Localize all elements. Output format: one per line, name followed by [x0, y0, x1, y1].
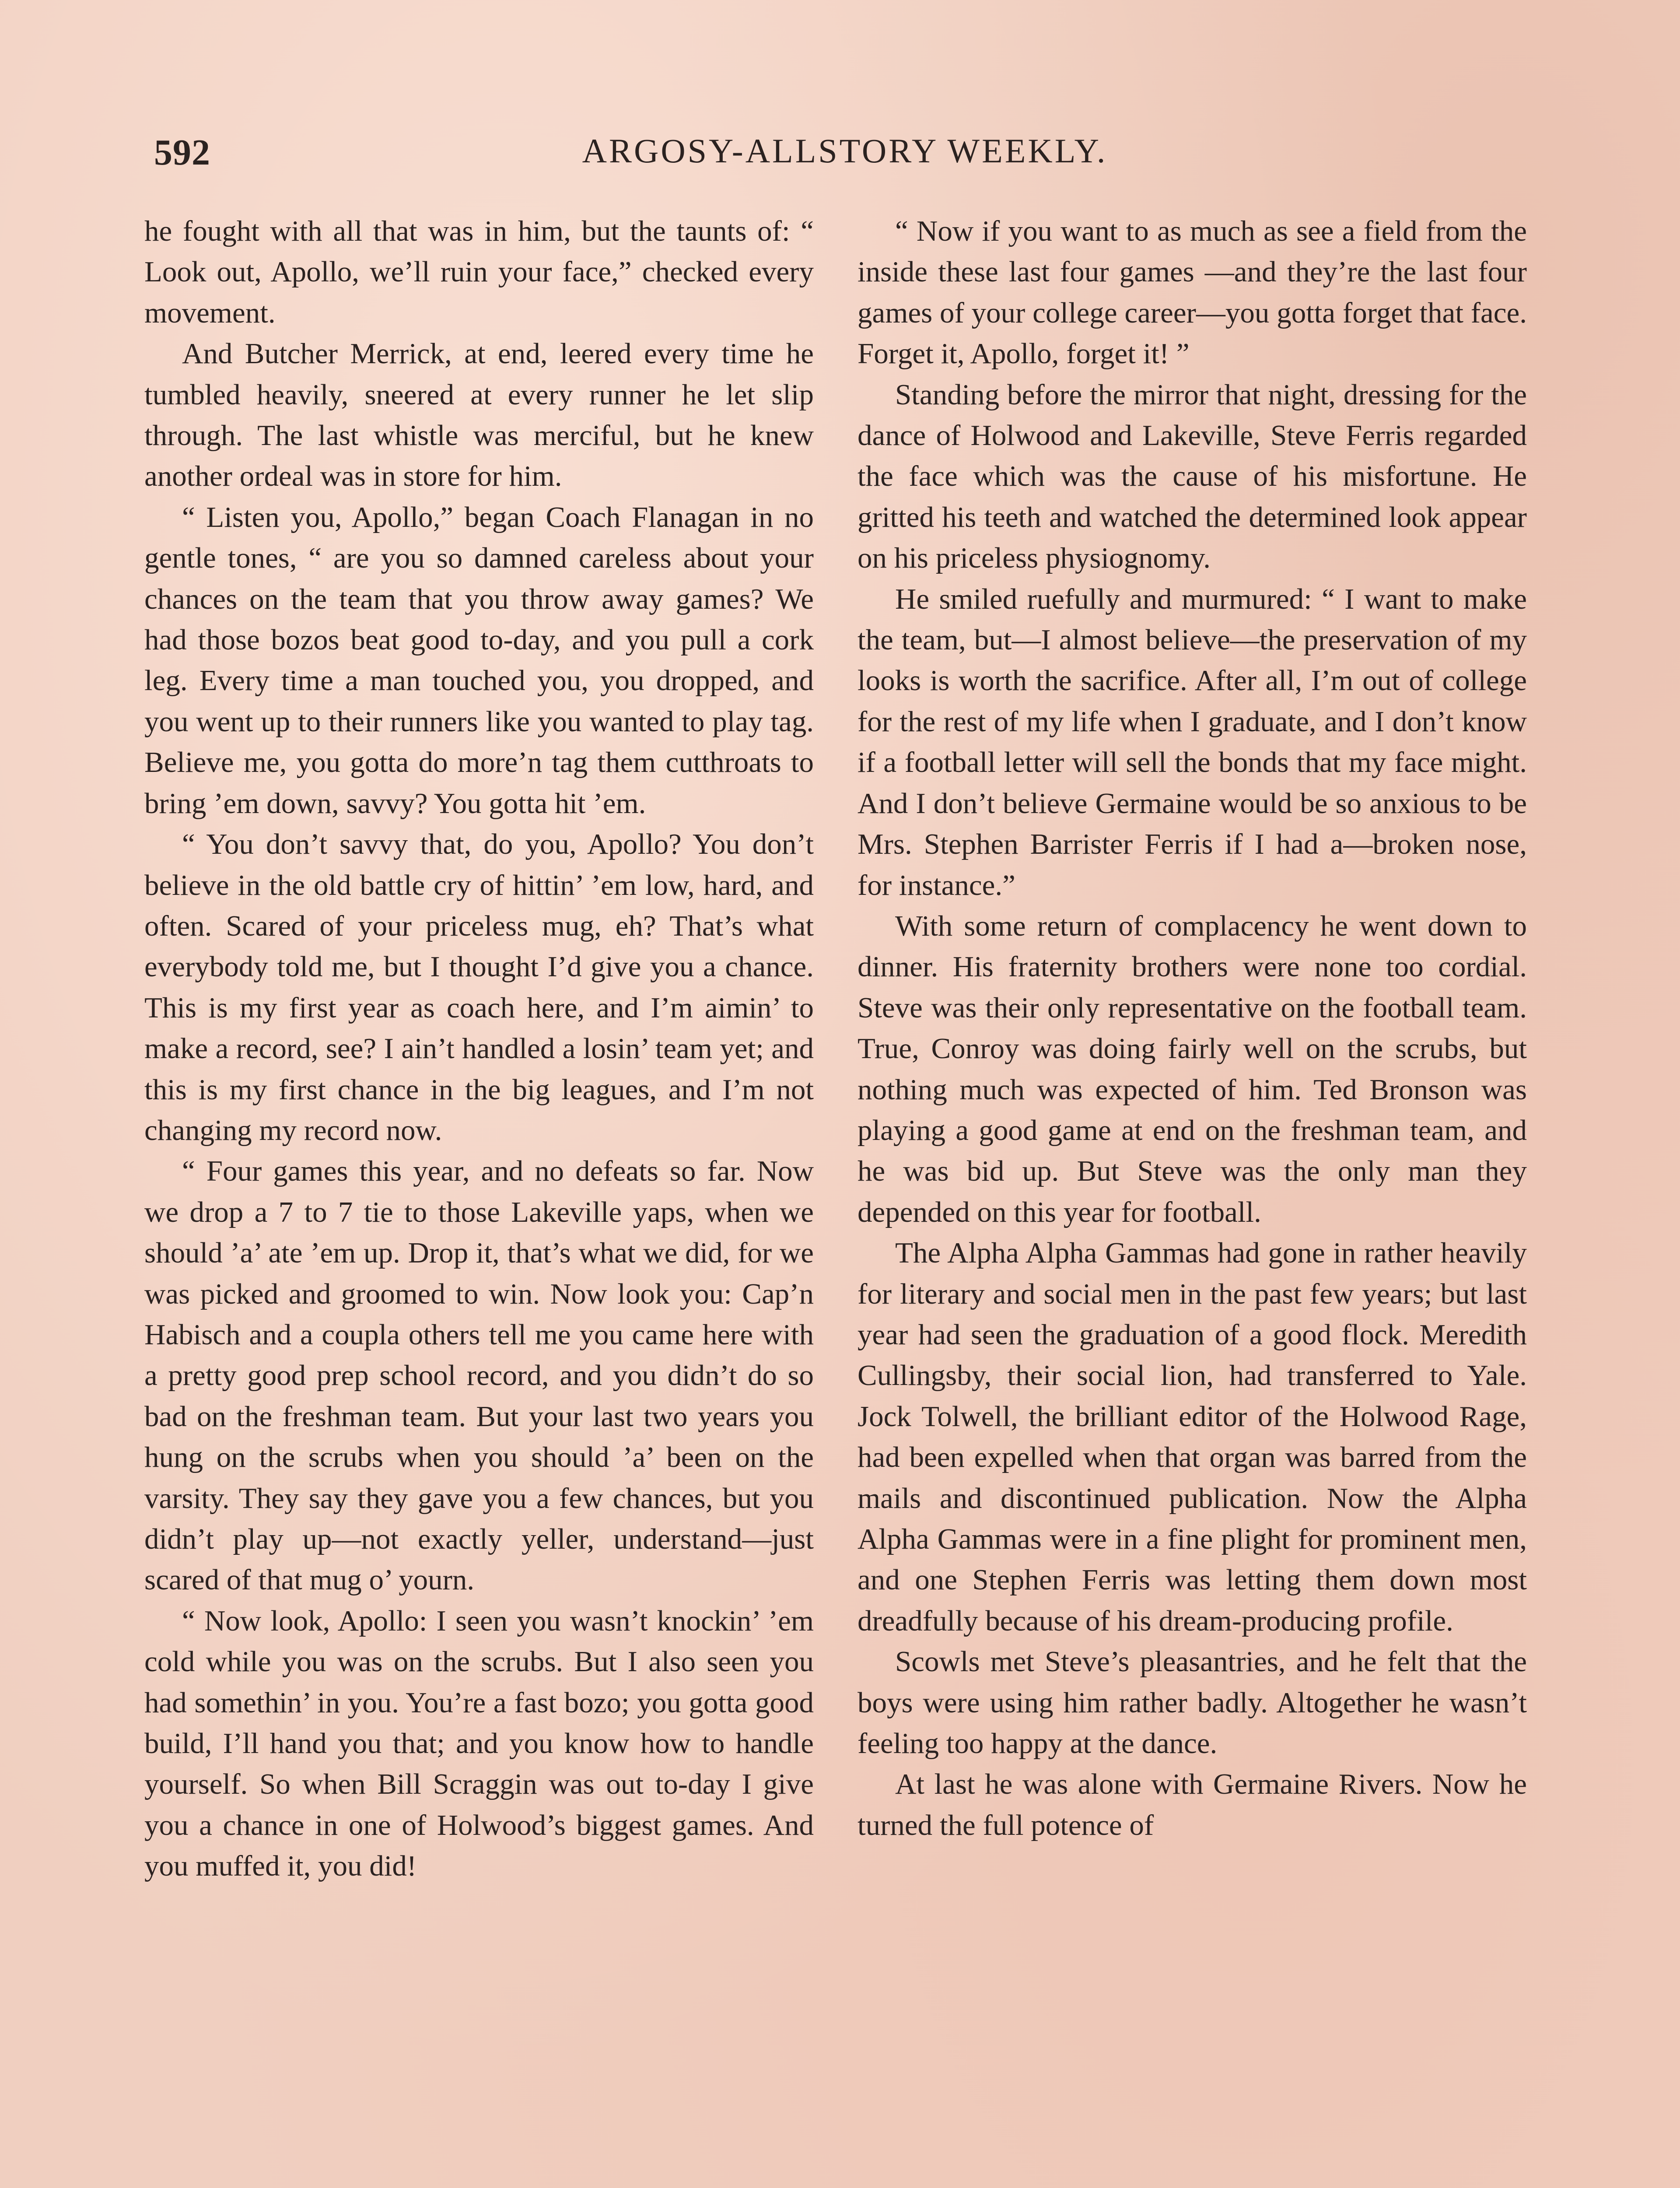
running-header — [154, 131, 1536, 179]
left-column — [144, 211, 814, 1887]
paragraph: At last he was alone with Germaine Rivers. Now he turned the full potence of — [858, 1768, 1527, 1841]
paragraph: And Butcher Merrick, at end, leered every time he tumbled heavily, sneered at every runner he let slip through. The last whistle was merciful, but he knew another ordeal was in store for him. — [144, 337, 814, 493]
paragraph: “ You don’t savvy that, do you, Apollo? You don’t believe in the old battle cry of hittin’ ’em low, hard, and often. Scared of your priceless mug, eh? That’s what everybody told me, but I thought I’d give you a chance. This is my first year as coach here, and I’m aimin’ to make a record, see? I ain’t handled a losin’ team yet; and this is my first chance in the big leagues, and I’m not changing my record now. — [144, 828, 814, 1147]
paragraph: Scowls met Steve’s pleasantries, and he felt that the boys were using him rather badly. Altogether he wasn’t feeling too happy at the dance. — [858, 1645, 1527, 1760]
running-title: ARGOSY-ALLSTORY WEEKLY. — [582, 132, 1108, 170]
page-number: 592 — [154, 132, 210, 173]
paragraph: He smiled ruefully and murmured: “ I want to make the team, but—I almost believe—the preservation of my looks is worth the sacrifice. After all, I’m out of college for the rest of my life when I graduate, and I don’t know if a football letter will sell the bonds that my face might. And I don’t believe Germaine would be so anxious to be Mrs. Stephen Barrister Ferris if I had a—broken nose, for instance.” — [858, 582, 1527, 901]
paragraph: The Alpha Alpha Gammas had gone in rather heavily for literary and social men in the past few years; but last year had seen the graduation of a good flock. Meredith Cullingsby, their social lion, had transferred to Yale. Jock Tolwell, the brilliant editor of the Holwood Rage, had been expelled when that organ was barred from the mails and discontinued publication. Now the Alpha Alpha Gammas were in a fine plight for prominent men, and one Stephen Ferris was letting them down most dreadfully because of his dream-producing profile. — [858, 1237, 1527, 1637]
paragraph: Standing before the mirror that night, dressing for the dance of Holwood and Lakeville, Steve Ferris regarded the face which was the cause of his misfortune. He gritted his teeth and watched the determined look appear on his priceless physiognomy. — [858, 378, 1527, 575]
paragraph: “ Four games this year, and no defeats so far. Now we drop a 7 to 7 tie to those Lakeville yaps, when we should ’a’ ate ’em up. Drop it, that’s what we did, for we was picked and groomed to win. Now look you: Cap’n Habisch and a coupla others tell me you came here with a pretty good prep school record, and you didn’t do so bad on the freshman team. But your last two years you hung on the scrubs when you should ’a’ been on the varsity. They say they gave you a few chances, but you didn’t play up—not exactly yeller, understand—just scared of that mug o’ yourn. — [144, 1155, 814, 1596]
paragraph: “ Listen you, Apollo,” began Coach Flanagan in no gentle tones, “ are you so damned careless about your chances on the team that you throw away games? We had those bozos beat good to-day, and you pull a cork leg. Every time a man touched you, you dropped, and you went up to their runners like you wanted to play tag. Believe me, you gotta do more’n tag them cutthroats to bring ’em down, savvy? You gotta hit ’em. — [144, 501, 814, 820]
right-column — [858, 211, 1527, 1846]
paragraph: he fought with all that was in him, but the taunts of: “ Look out, Apollo, we’ll ruin your face,” checked every movement. — [144, 215, 814, 329]
paragraph: “ Now look, Apollo: I seen you wasn’t knockin’ ’em cold while you was on the scrubs. But I also seen you had somethin’ in you. You’re a fast bozo; you gotta good build, I’ll hand you that; and you know how to handle yourself. So when Bill Scraggin was out to-day I give you a chance in one of Holwood’s biggest games. And you muffed it, you did! — [144, 1604, 814, 1883]
paragraph: With some return of complacency he went down to dinner. His fraternity brothers were none too cordial. Steve was their only representative on the football team. True, Conroy was doing fairly well on the scrubs, but nothing much was expected of him. Ted Bronson was playing a good game at end on the freshman team, and he was bid up. But Steve was the only man they depended on this year for football. — [858, 909, 1527, 1228]
paragraph: “ Now if you want to as much as see a field from the inside these last four games —and they’re the last four games of your college career—you gotta forget that face. Forget it, Apollo, forget it! ” — [858, 215, 1527, 370]
